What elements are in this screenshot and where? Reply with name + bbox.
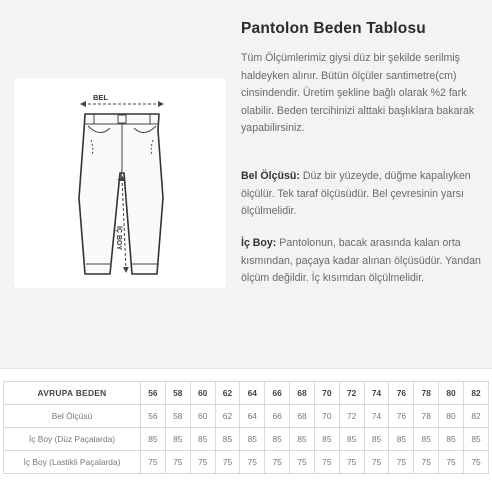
table-cell: 58	[165, 405, 190, 428]
table-cell: 85	[190, 428, 215, 451]
column-header-size: 82	[463, 382, 488, 405]
column-header-size: 58	[165, 382, 190, 405]
table-cell: 75	[141, 451, 166, 474]
table-cell: 56	[141, 405, 166, 428]
table-cell: 75	[265, 451, 290, 474]
table-cell: 75	[414, 451, 439, 474]
table-cell: 85	[290, 428, 315, 451]
table-row	[4, 428, 489, 451]
column-header-size: 64	[240, 382, 265, 405]
trousers-diagram	[14, 78, 226, 288]
table-cell: 85	[389, 428, 414, 451]
table-cell: 75	[290, 451, 315, 474]
table-cell: 75	[190, 451, 215, 474]
table-cell: 85	[314, 428, 339, 451]
page-title: Pantolon Beden Tablosu	[241, 20, 426, 37]
table-cell: 85	[165, 428, 190, 451]
table-cell: 85	[339, 428, 364, 451]
table-cell: 85	[265, 428, 290, 451]
column-header-size: 76	[389, 382, 414, 405]
table-cell: 85	[141, 428, 166, 451]
table-cell: 75	[364, 451, 389, 474]
table-cell: 85	[240, 428, 265, 451]
table-cell: 85	[463, 428, 488, 451]
column-header-size: 80	[439, 382, 464, 405]
waist-text: Düz bir yüzeyde, düğme kapalıyken ölçülür. Tek taraf ölçüsüdür. Bel çevresinin yarsı ölçülmelidir.	[241, 170, 471, 218]
table-header-row	[4, 382, 489, 405]
row-label: İç Boy (Düz Paçalarda)	[4, 428, 141, 451]
column-header-size: 66	[265, 382, 290, 405]
table-cell: 75	[215, 451, 240, 474]
column-header-size: 56	[141, 382, 166, 405]
table-cell: 85	[364, 428, 389, 451]
table-cell: 60	[190, 405, 215, 428]
table-row	[4, 405, 489, 428]
column-header-size: 60	[190, 382, 215, 405]
row-label: İç Boy (Lastikli Paçalarda)	[4, 451, 141, 474]
table-cell: 75	[339, 451, 364, 474]
column-header-size: 70	[314, 382, 339, 405]
waist-label: BEL	[93, 93, 108, 102]
column-header-label: AVRUPA BEDEN	[4, 382, 141, 405]
table-cell: 82	[463, 405, 488, 428]
table-cell: 75	[240, 451, 265, 474]
table-cell: 68	[290, 405, 315, 428]
size-table	[3, 381, 489, 474]
inseam-label: İÇ BOY	[115, 226, 122, 251]
table-row	[4, 451, 489, 474]
table-cell: 70	[314, 405, 339, 428]
column-header-size: 72	[339, 382, 364, 405]
inseam-description	[241, 235, 481, 288]
table-cell: 85	[414, 428, 439, 451]
table-cell: 76	[389, 405, 414, 428]
table-cell: 74	[364, 405, 389, 428]
intro-text: Tüm Ölçümlerimiz giysi düz bir şekilde serilmiş haldeyken alınır. Bütün ölçüler santimetre(cm) cinsindendir. Üretim şekline bağlı olarak %2 fark olabilir. Beden tercihinizi alttaki başlıklara bakarak yapabilirsiniz.	[241, 52, 475, 135]
table-cell: 75	[463, 451, 488, 474]
column-header-size: 74	[364, 382, 389, 405]
table-cell: 66	[265, 405, 290, 428]
row-label: Bel Ölçüsü	[4, 405, 141, 428]
trousers-illustration	[14, 78, 226, 288]
table-cell: 64	[240, 405, 265, 428]
column-header-size: 68	[290, 382, 315, 405]
table-cell: 85	[439, 428, 464, 451]
table-cell: 75	[439, 451, 464, 474]
table-cell: 62	[215, 405, 240, 428]
inseam-text: Pantolonun, bacak arasında kalan orta kısmından, paçaya kadar alınan ölçüsüdür. Yandan ölçüm değildir. İç kısımdan ölçülmelidir.	[241, 237, 481, 285]
table-cell: 85	[215, 428, 240, 451]
waist-description	[241, 168, 481, 221]
inseam-heading: İç Boy:	[241, 237, 277, 249]
table-cell: 80	[439, 405, 464, 428]
table-cell: 75	[165, 451, 190, 474]
column-header-size: 62	[215, 382, 240, 405]
table-cell: 72	[339, 405, 364, 428]
table-cell: 75	[389, 451, 414, 474]
table-cell: 78	[414, 405, 439, 428]
table-cell: 75	[314, 451, 339, 474]
waist-heading: Bel Ölçüsü:	[241, 170, 300, 182]
column-header-size: 78	[414, 382, 439, 405]
